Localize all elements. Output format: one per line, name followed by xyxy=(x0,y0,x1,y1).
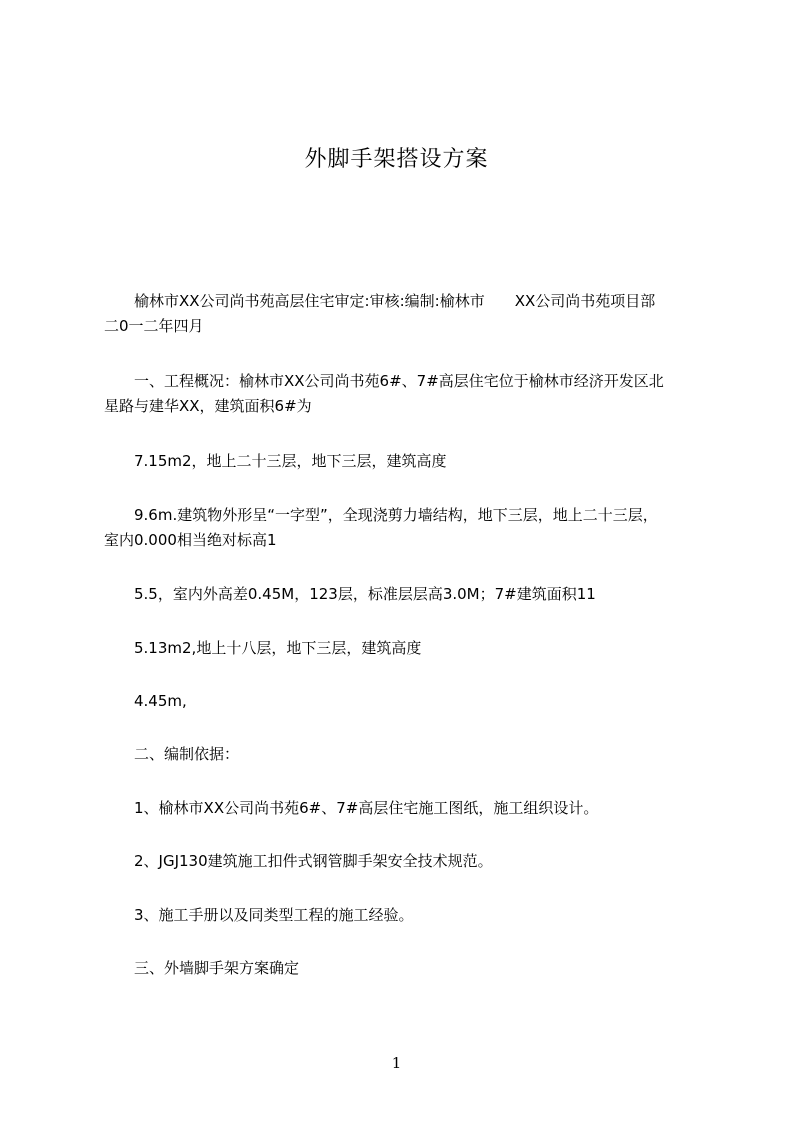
paragraph-9-6-line-2: 室内0.000相当绝对标高1 xyxy=(104,531,277,549)
document-title: 外脚手架搭设方案 xyxy=(304,147,489,172)
overview-line-1: 一、工程概况：榆林市XX公司尚书苑6#、7#高层住宅位于榆林市经济开发区北 xyxy=(104,372,664,390)
header-line-2: 二0一二年四月 xyxy=(104,317,204,335)
header-line-1: 榆林市XX公司尚书苑高层住宅审定:审核:编制:榆林市 XX公司尚书苑项目部 xyxy=(104,292,656,310)
basis-item-3: 3、施工手册以及同类型工程的施工经验。 xyxy=(104,906,414,924)
basis-item-2: 2、JGJ130建筑施工扣件式钢管脚手架安全技术规范。 xyxy=(104,852,493,870)
paragraph-7-15: 7.15m2，地上二十三层，地下三层，建筑高度 xyxy=(104,452,447,470)
paragraph-5-13: 5.13m2,地上十八层，地下三层，建筑高度 xyxy=(104,639,422,657)
paragraph-9-6-line-1: 9.6m.建筑物外形呈“一字型”，全现浇剪力墙结构，地下三层，地上二十三层， xyxy=(104,506,658,524)
overview-line-2: 星路与建华XX，建筑面积6#为 xyxy=(104,397,312,415)
paragraph-5-5: 5.5，室内外高差0.45M，123层，标准层层高3.0M；7#建筑面积11 xyxy=(104,585,596,603)
section-3-heading: 三、外墙脚手架方案确定 xyxy=(104,959,300,977)
section-2-heading: 二、编制依据： xyxy=(104,745,240,763)
paragraph-4-45: 4.45m, xyxy=(104,692,187,710)
page-number: 1 xyxy=(391,1054,402,1072)
basis-item-1: 1、榆林市XX公司尚书苑6#、7#高层住宅施工图纸，施工组织设计。 xyxy=(104,799,599,817)
